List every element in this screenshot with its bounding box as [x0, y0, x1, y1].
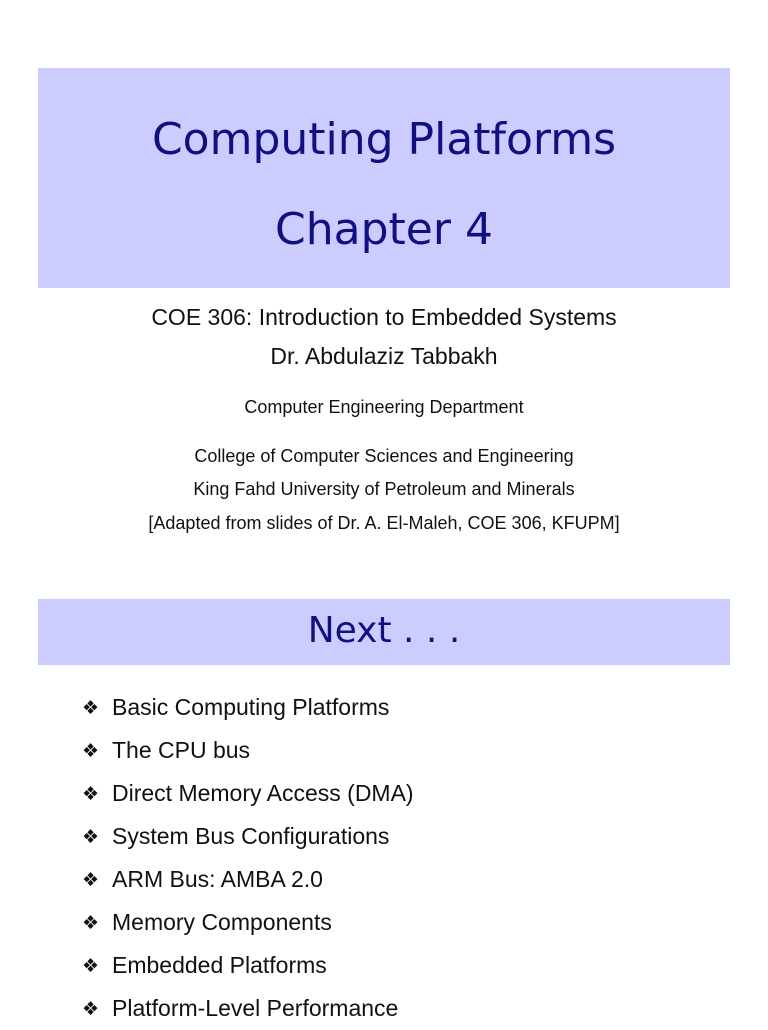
- list-item: [82, 686, 414, 729]
- diamond-bullet-icon: ❖: [82, 739, 100, 762]
- slide-title: Computing Platforms: [151, 114, 617, 165]
- course-name: COE 306: Introduction to Embedded Systems: [151, 304, 617, 330]
- outline-list: [82, 686, 414, 1030]
- author-name: Dr. Abdulaziz Tabbakh: [270, 343, 498, 369]
- college-name: College of Computer Sciences and Engineering: [194, 446, 574, 466]
- diamond-bullet-icon: ❖: [82, 868, 100, 891]
- list-item: [82, 858, 414, 901]
- university-name: King Fahd University of Petroleum and Minerals: [193, 479, 575, 499]
- department-name: Computer Engineering Department: [244, 397, 524, 417]
- list-item-label: Basic Computing Platforms: [112, 694, 390, 720]
- next-banner: [38, 599, 730, 665]
- list-item-label: Direct Memory Access (DMA): [112, 780, 414, 806]
- list-item: [82, 944, 414, 987]
- list-item: [82, 772, 414, 815]
- list-item-label: Embedded Platforms: [112, 952, 327, 978]
- list-item: [82, 729, 414, 772]
- diamond-bullet-icon: ❖: [82, 954, 100, 977]
- list-item-label: Memory Components: [112, 909, 332, 935]
- next-title: Next . . .: [307, 610, 461, 651]
- diamond-bullet-icon: ❖: [82, 696, 100, 719]
- list-item-label: ARM Bus: AMBA 2.0: [112, 866, 323, 892]
- title-banner: [38, 68, 730, 288]
- list-item-label: System Bus Configurations: [112, 823, 390, 849]
- adapted-note: [Adapted from slides of Dr. A. El-Maleh, COE 306, KFUPM]: [148, 513, 620, 533]
- list-item: [82, 901, 414, 944]
- list-item-label: The CPU bus: [112, 737, 251, 763]
- list-item-label: Platform-Level Performance: [112, 995, 399, 1021]
- chapter-title: Chapter 4: [275, 204, 493, 255]
- diamond-bullet-icon: ❖: [82, 782, 100, 805]
- diamond-bullet-icon: ❖: [82, 997, 100, 1020]
- list-item: [82, 815, 414, 858]
- diamond-bullet-icon: ❖: [82, 911, 100, 934]
- diamond-bullet-icon: ❖: [82, 825, 100, 848]
